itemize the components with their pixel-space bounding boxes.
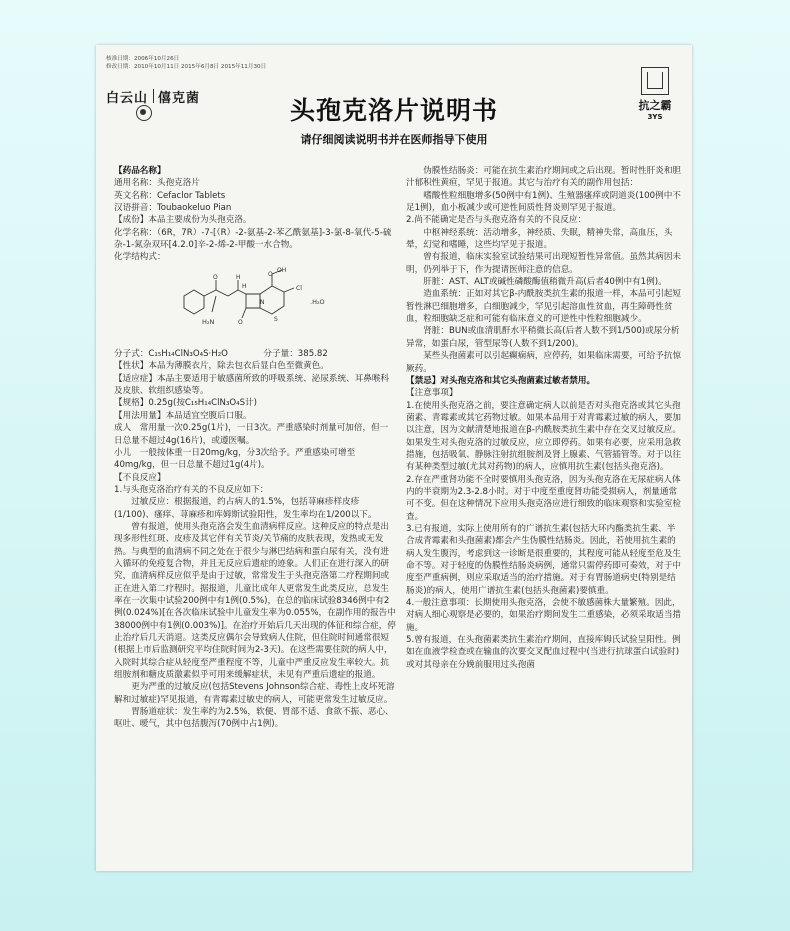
svg-text:O: O bbox=[268, 270, 273, 278]
chemical-structure-diagram bbox=[172, 266, 342, 342]
left-column bbox=[114, 165, 396, 731]
english-name: 英文名称：Cefaclor Tablets bbox=[114, 190, 226, 201]
chemical-name: 化学名称：（6R，7R）-7-[（R）-2-氨基-2-苯乙酰氨基]-3-氯-8-氧代-5-硫杂-1-氮杂双环[4.2.0]辛-2-烯-2-甲酸一水合物。 bbox=[114, 227, 392, 251]
caution-4: 4.一般注意事项：长期使用头孢克洛，会使不敏感菌株大量繁殖。因此，对病人细心观察是必要的，如果治疗期间发生二重感染，必须采取适当措施。 bbox=[406, 598, 682, 633]
brand-baiyunshan: 白云山 bbox=[106, 91, 149, 106]
adverse-gi: 胃肠道症状：发生率约为2.5%，软便、胃部不适、食欲不振、恶心、呕吐、嗳气，其中包括腹泻(70例中占1例)。 bbox=[114, 707, 394, 730]
brand-kangzhiba: 抗之霸 bbox=[638, 99, 672, 112]
specification: 【规格】0.25g(按C₁₅H₁₄ClN₃O₄S计) bbox=[114, 398, 258, 409]
molecular-formula-line bbox=[114, 348, 396, 360]
svg-text:S: S bbox=[274, 315, 278, 323]
leaflet-title: 头孢克洛片说明书 bbox=[289, 96, 498, 125]
lab-abnormal: 曾有报道，临床实验室试验结果可出现短暂性异常值。虽然其病因未明，仍列举于下，作为提请医师注意的信息。 bbox=[406, 252, 682, 275]
hydrogen-label: H bbox=[242, 282, 247, 290]
pseudomembranous-colitis: 伪膜性结肠炎：可能在抗生素治疗期间或之后出现。暂时性肝炎和胆汁郁积性黄疸，罕见于报道。其它与治疗有关的副作用包括： bbox=[406, 166, 682, 189]
seizure-note: 某些头孢菌素可以引起癫痫病，应停药，如果临床需要，可给予抗惊厥药。 bbox=[406, 351, 682, 374]
cns-effects: 中枢神经系统：活动增多，神经质、失眠，精神失常，高血压，头晕，幻觉和嗜睡，这些均罕见于报道。 bbox=[406, 227, 673, 251]
adverse-item-1: 1.与头孢克洛治疗有关的不良反应如下： bbox=[114, 484, 269, 495]
brand-product-mark: 僖克菌 bbox=[158, 91, 201, 106]
molecular-weight: 分子量：385.82 bbox=[263, 349, 328, 360]
svg-text:H: H bbox=[236, 273, 241, 281]
adverse-severe-allergy: 更为严重的过敏反应(包括Stevens Johnson综合症、毒性上皮坏死溶解和过敏症)罕见报道，有青霉素过敏史的病人，可能更常发生过敏反应。 bbox=[114, 682, 395, 705]
hydrate-label: .H₂O bbox=[310, 297, 325, 306]
adverse-allergy: 过敏反应：根据报道，约占病人的1.5%，包括荨麻疹样皮疹(1/100)、瘙痒、荨麻疹和库姆斯试验阳性，发生率均在1/200以下。 bbox=[114, 497, 377, 520]
properties: 【性状】本品为薄膜衣片，除去包衣后显白色至微黄色。 bbox=[114, 361, 329, 372]
right-column bbox=[406, 165, 681, 671]
drug-name-heading: 【药品名称】 bbox=[114, 166, 166, 176]
usage-heading: 【用法用量】本品适宜空腹后口服。 bbox=[114, 410, 252, 421]
structure-label: 化学结构式： bbox=[114, 252, 166, 263]
generic-name: 通用名称：头孢克洛片 bbox=[114, 178, 200, 189]
revision-line: 修改日期：2010年10月11日 2015年6月8日 2015年11月30日 bbox=[106, 64, 267, 70]
kidney-effects: 肾脏：BUN或血清肌酐水平稍微长高(后者人数不到1/500)或尿分析异常，如蛋白尿，管型尿等(人数不到1/200)。 bbox=[406, 326, 680, 349]
blood-effects: 造血系统：正如对其它β-内酰胺类抗生素的报道一样，本品可引起短暂性淋巴细胞增多，白细胞减少，罕见引起溶血性贫血，再生障碍性贫血，粒细胞缺乏症和可能有临床意义的可逆性中性粒细胞减少。 bbox=[406, 289, 681, 325]
usage-adult: 成人 常用量一次0.25g(1片)，一日3次。严重感染时剂量可加倍，但一日总量不超过4g(16片)，或遵医嘱。 bbox=[114, 423, 389, 446]
adverse-heading: 【不良反应】 bbox=[114, 472, 166, 483]
caution-3: 3.已有报道，实际上使用所有的广谱抗生素(包括大环内酯类抗生素、半合成青霉素和头孢菌素)都会产生伪膜性结肠炎。因此，若使用抗生素的病人发生腹泻，考虑到这一诊断是很重要的，其程度可能从轻度至危及生命不等。对于轻度的伪膜性结肠炎病例，通常只需停药即可奏效，对于中度至严重病例，则应采取适当的治疗措施。对于有胃肠道病史(特别是结肠炎)的病人，使用广谱抗生素(包括头孢菌素)要慎重。 bbox=[406, 523, 682, 596]
contraindications: 【禁忌】对头孢克洛和其它头孢菌素过敏者禁用。 bbox=[406, 375, 596, 386]
adverse-serum-sickness: 曾有报道，使用头孢克洛会发生血清病样反应。这种反应的特点是出现多形性红斑、皮疹及其它伴有关节炎/关节痛的皮肤表现，发热或无发热。与典型的血清病不同之处在于很少与淋巴结病和蛋白尿有关，没有进入循环的免疫复合物，并且无反应后遗症的迹象。人们正在进行深入的研究，血清病样反应似乎是由于过敏，常常发生于头孢克洛第二疗程期间或正在进入第二疗程时。据报道，儿童比成年人更常发生此类反应，总发生率在一次集中试验200例中有1例(0.5%)，在总的临床试验8346例中有2例(0.024%)[在各次临床试验中儿童发生率为0.055%，在副作用的报告中38000例中有1例(0.003%)]。在治疗开始后几天出现的体征和综合症，停止治疗后几天消退。这类反应偶尔会导致病人住院，但住院时间通常很短(根据上市后监测研究平均住院时间为2-3天)。在这些需要住院的病人中，入院时其综合症从轻度至严重程度不等，儿童中严重反应发生率较大。抗组胺剂和糖皮质激素似乎可用来缓解症状，未见有严重后遗症的报道。 bbox=[114, 521, 396, 681]
svg-text:OH: OH bbox=[277, 266, 287, 274]
svg-text:O: O bbox=[238, 318, 243, 326]
pinyin-name: 汉语拼音：Toubaokeluo Pian bbox=[114, 203, 232, 214]
usage-child: 小儿 一般按体重一日20mg/kg，分3次给予。严重感染可增至40mg/kg，但一日总量不超过1g(4片)。 bbox=[114, 447, 356, 471]
leaflet-sheet bbox=[96, 45, 692, 871]
molecular-formula: 分子式：C₁₅H₁₄ClN₃O₄S·H₂O bbox=[114, 349, 228, 360]
liver-effects: 肝脏：AST、ALT或碱性磷酸酶值稍微升高(后者40例中有1例)。 bbox=[423, 277, 667, 288]
indications: 【适应症】本品主要适用于敏感菌所致的呼吸系统、泌尿系统、耳鼻喉科及皮肤、软组织感染等。 bbox=[114, 373, 390, 397]
leaflet-subtitle: 请仔细阅读说明书并在医师指导下使用 bbox=[300, 133, 488, 146]
caution-heading: 【注意事项】 bbox=[406, 388, 458, 399]
eosinophilia: 嗜酸性粒细胞增多(50例中有1例)、生殖器瘙痒或阴道炎(100例中不足1例)，血小板减少或可逆性间质性肾炎则罕见于报道。 bbox=[406, 190, 681, 214]
brand-3ys: 3YS bbox=[647, 113, 663, 121]
svg-text:Cl: Cl bbox=[296, 284, 302, 292]
amine-label: H₂N bbox=[202, 317, 215, 326]
caution-5: 5.曾有报道，在头孢菌素类抗生素治疗期间，直接库姆氏试验呈阳性。例如在血液学检查或在输血的次要交叉配血过程中(当进行抗球蛋白试验时)或对其母亲在分娩前服用过头孢菌 bbox=[406, 635, 681, 670]
caution-1: 1.在使用头孢克洛之前，要注意确定病人以前是否对头孢克洛或其它头孢菌素、青霉素或其它药物过敏。如果本品用于对青霉素过敏的病人，要加以注意，因为文献清楚地报道在β-内酰胺类抗生素中存在交叉过敏反应。如果发生对头孢克洛的过敏反应，应立即停药。如果有必要，应采用急救措施，包括吸氧、静脉注射抗组胺剂及肾上腺素、气管插管等。对于以往有某种类型过敏(尤其对药物)的病人，应慎用抗生素(包括头孢克洛)。 bbox=[406, 400, 682, 473]
svg-text:O: O bbox=[213, 273, 218, 281]
revision-dates bbox=[106, 55, 266, 71]
svg-text:N: N bbox=[260, 298, 265, 306]
caution-2: 2.存在严重肾功能不全时要慎用头孢克洛，因为头孢克洛在无尿症病人体内的半衰期为2.3-2.8小时。对于中度至重度肾功能受损病人，剂量通常可不变。但在这种情况下应用头孢克洛应进行细致的临床观察和实验室检查。 bbox=[406, 474, 682, 522]
revision-line: 核准日期：2006年10月26日 bbox=[106, 56, 180, 62]
ingredient: 【成份】本品主要成份为头孢克洛。 bbox=[114, 215, 252, 226]
adverse-item-2: 2.尚不能确定是否与头孢克洛有关的不良反应： bbox=[406, 215, 587, 226]
